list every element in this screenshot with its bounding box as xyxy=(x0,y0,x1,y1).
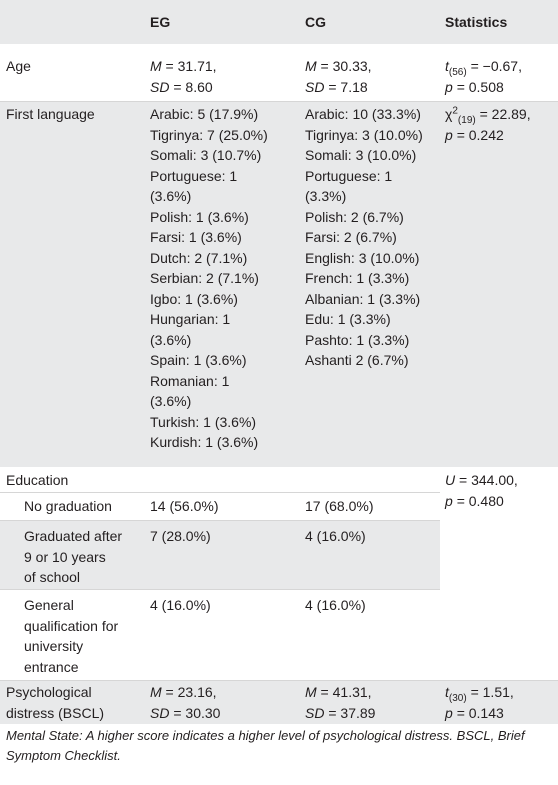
first-language-eg-list xyxy=(150,104,268,453)
list-item: Hungarian: 1 xyxy=(150,311,231,327)
list-item: Igbo: 1 (3.6%) xyxy=(150,290,238,307)
list-item: Turkish: 1 (3.6%) xyxy=(150,413,257,430)
list-item: Serbian: 2 (7.1%) xyxy=(150,270,259,286)
first-language-chi-square: $\chi^2_{(19)} = 22.89$, xyxy=(445,105,531,126)
row-label-distress: Psychological xyxy=(6,684,92,700)
education-sub-label: university xyxy=(24,638,84,654)
list-item: Edu: 1 (3.3%) xyxy=(305,311,391,327)
first-language-cg-list xyxy=(305,104,423,371)
list-item: Polish: 1 (3.6%) xyxy=(150,208,249,225)
header-eg: EG xyxy=(150,14,171,30)
header-statistics: Statistics xyxy=(445,14,508,30)
row-label-first-language: First language xyxy=(6,106,95,122)
age-cg-mean: M = 30.33, xyxy=(305,58,372,74)
education-p-value: p = 0.480 xyxy=(445,492,504,509)
list-item: Kurdish: 1 (3.6%) xyxy=(150,434,259,450)
list-item: Ashanti 2 (6.7%) xyxy=(305,352,409,368)
list-item: (3.6%) xyxy=(150,331,192,348)
row-label-age: Age xyxy=(6,58,31,74)
age-cg-sd: SD = 7.18 xyxy=(305,78,368,95)
age-eg-mean: M = 31.71, xyxy=(150,58,217,74)
list-item: Arabic: 10 (33.3%) xyxy=(305,106,421,122)
list-item: French: 1 (3.3%) xyxy=(305,270,410,286)
first-language-p-value: p = 0.242 xyxy=(445,126,504,143)
distress-p-value: p = 0.143 xyxy=(445,704,504,721)
education-u-statistic: U = 344.00, xyxy=(445,472,518,488)
education-sub-label: of school xyxy=(24,569,81,585)
list-item: Polish: 2 (6.7%) xyxy=(305,208,404,225)
list-item: Farsi: 1 (3.6%) xyxy=(150,229,242,245)
row-label-distress: distress (BSCL) xyxy=(6,704,105,721)
list-item: Pashto: 1 (3.3%) xyxy=(305,331,410,348)
list-item: Dutch: 2 (7.1%) xyxy=(150,249,248,266)
education-cg-value: 17 (68.0%) xyxy=(305,498,374,514)
list-item: (3.6%) xyxy=(150,188,192,204)
list-item: (3.3%) xyxy=(305,188,347,204)
header-cg: CG xyxy=(305,14,326,30)
education-eg-value: 4 (16.0%) xyxy=(150,597,211,613)
education-sub-label: General xyxy=(24,597,74,613)
education-sub-label: entrance xyxy=(24,658,79,675)
list-item: Portuguese: 1 xyxy=(305,167,393,184)
list-item: Somali: 3 (10.0%) xyxy=(305,147,417,163)
list-item: Romanian: 1 xyxy=(150,372,230,389)
distress-cg-sd: SD = 37.89 xyxy=(305,704,376,721)
education-sub-label: Graduated after xyxy=(24,528,123,544)
list-item: Farsi: 2 (6.7%) xyxy=(305,229,397,245)
distress-eg-sd: SD = 30.30 xyxy=(150,704,221,721)
list-item: (3.6%) xyxy=(150,393,192,409)
distress-eg-mean: M = 23.16, xyxy=(150,684,217,700)
distress-cg-mean: M = 41.31, xyxy=(305,684,372,700)
list-item: Arabic: 5 (17.9%) xyxy=(150,106,259,122)
list-item: Tigrinya: 7 (25.0%) xyxy=(150,126,268,143)
list-item: English: 3 (10.0%) xyxy=(305,249,420,266)
age-p-value: p = 0.508 xyxy=(445,78,504,95)
list-item: Spain: 1 (3.6%) xyxy=(150,352,247,368)
row-band-first-language xyxy=(0,102,558,467)
age-eg-sd: SD = 8.60 xyxy=(150,78,213,95)
age-t-statistic: $t_{(56)} = -0.67$, xyxy=(445,58,522,78)
education-sub-label: 9 or 10 years xyxy=(24,548,106,565)
list-item: Somali: 3 (10.7%) xyxy=(150,147,262,163)
distress-t-statistic: $t_{(30)} = 1.51$, xyxy=(445,684,514,704)
divider xyxy=(0,589,440,590)
row-label-education: Education xyxy=(6,472,69,488)
table-footnote: Mental State: A higher score indicates a higher level of psychological distress. BSCL, Brief Symptom Checklist. xyxy=(6,728,525,763)
education-sub-label: No graduation xyxy=(24,498,112,514)
list-item: Albanian: 1 (3.3%) xyxy=(305,290,421,307)
education-eg-value: 7 (28.0%) xyxy=(150,528,211,544)
list-item: Portuguese: 1 xyxy=(150,167,238,184)
list-item: Tigrinya: 3 (10.0%) xyxy=(305,126,423,143)
education-eg-value: 14 (56.0%) xyxy=(150,498,219,514)
divider xyxy=(0,492,440,493)
education-cg-value: 4 (16.0%) xyxy=(305,597,366,613)
education-sub-label: qualification for xyxy=(24,617,119,634)
education-cg-value: 4 (16.0%) xyxy=(305,528,366,544)
